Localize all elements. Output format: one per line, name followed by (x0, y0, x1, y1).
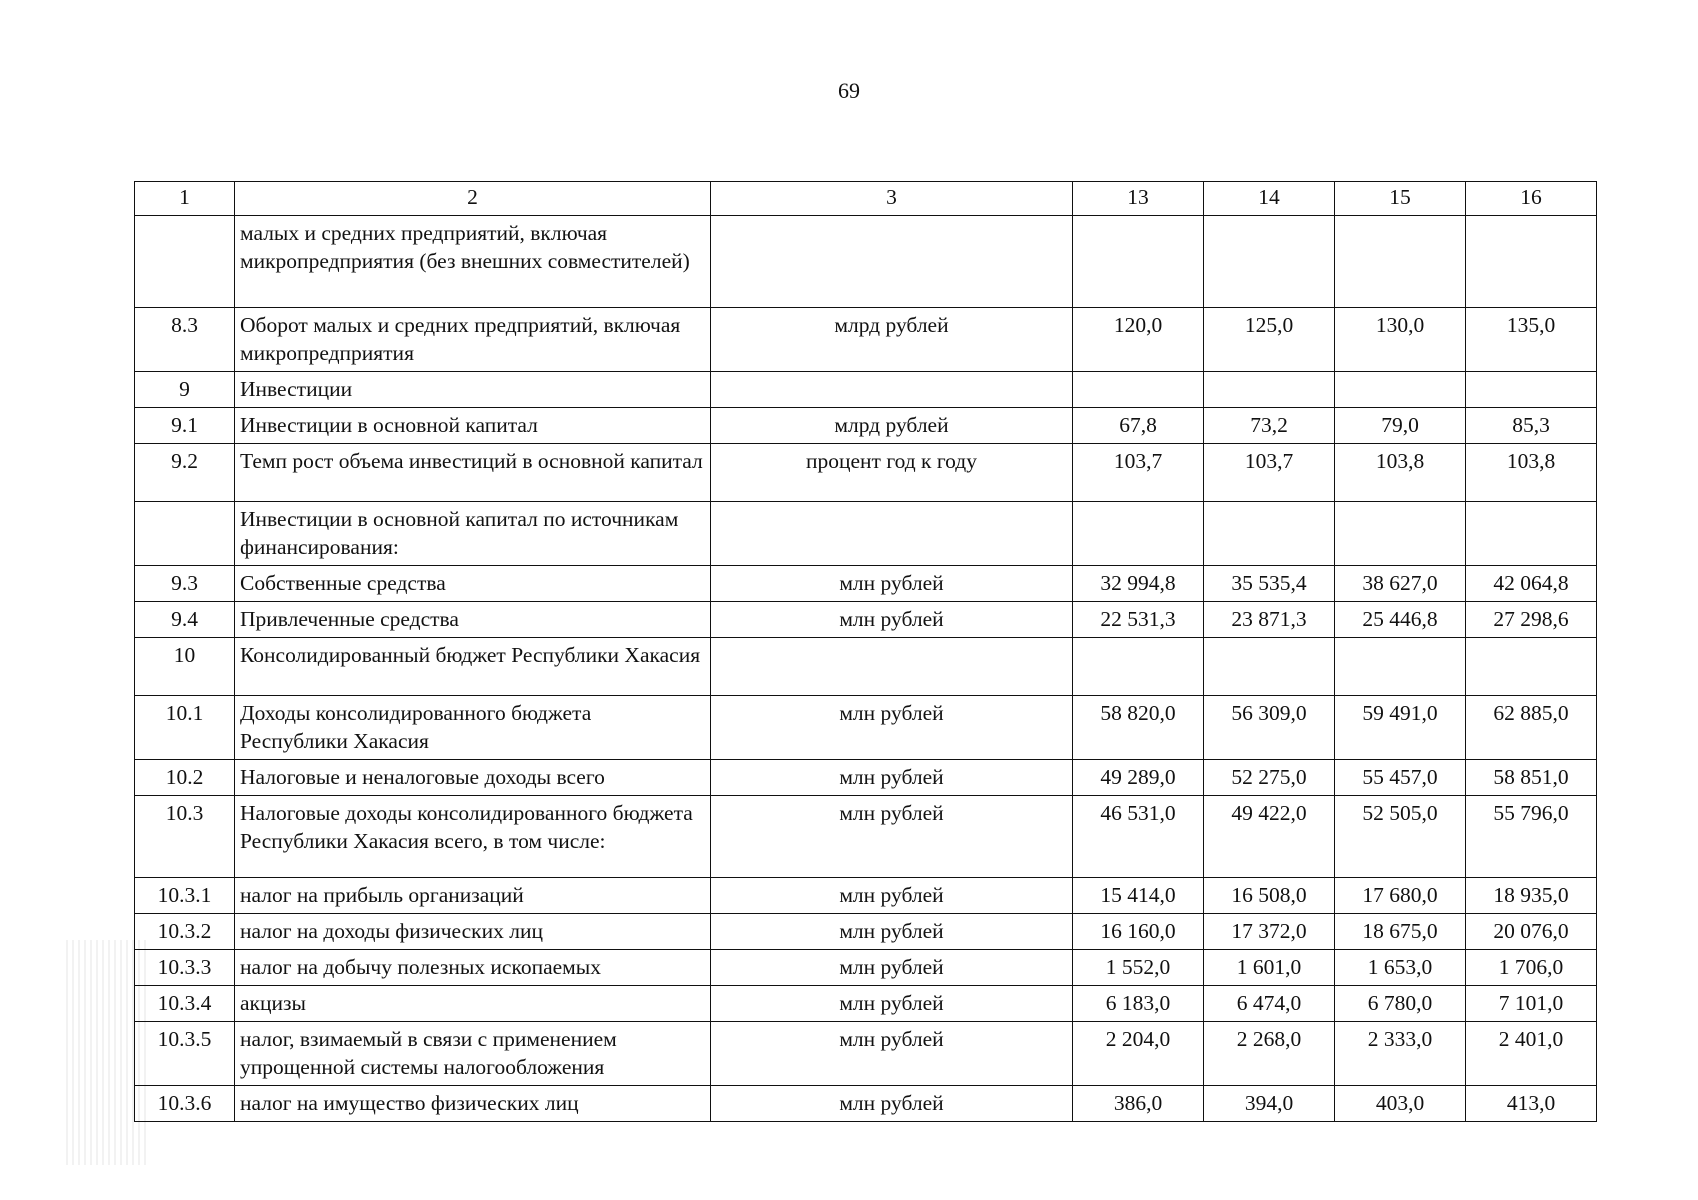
table-row (135, 986, 1597, 1022)
value-col-14: 17 372,0 (1204, 914, 1335, 950)
value-col-16: 413,0 (1466, 1086, 1597, 1122)
value-col-16: 135,0 (1466, 308, 1597, 372)
indicator-name: Налоговые и неналоговые доходы всего (235, 760, 711, 796)
table-row (135, 444, 1597, 502)
value-col-14: 16 508,0 (1204, 878, 1335, 914)
row-number: 9 (135, 372, 235, 408)
row-number (135, 216, 235, 308)
unit-of-measure (711, 372, 1073, 408)
table-row (135, 372, 1597, 408)
indicator-name: Привлеченные средства (235, 602, 711, 638)
table-row (135, 878, 1597, 914)
indicator-name: Оборот малых и средних предприятий, включая микропредприятия (235, 308, 711, 372)
value-col-15: 55 457,0 (1335, 760, 1466, 796)
value-col-14: 73,2 (1204, 408, 1335, 444)
value-col-14: 23 871,3 (1204, 602, 1335, 638)
value-col-16: 85,3 (1466, 408, 1597, 444)
unit-of-measure: млн рублей (711, 950, 1073, 986)
unit-of-measure (711, 638, 1073, 696)
value-col-15: 25 446,8 (1335, 602, 1466, 638)
value-col-14: 49 422,0 (1204, 796, 1335, 878)
value-col-13: 15 414,0 (1073, 878, 1204, 914)
indicator-name: Инвестиции в основной капитал по источникам финансирования: (235, 502, 711, 566)
unit-of-measure (711, 216, 1073, 308)
unit-of-measure: млн рублей (711, 566, 1073, 602)
row-number: 10.3.5 (135, 1022, 235, 1086)
table-row (135, 566, 1597, 602)
value-col-14: 394,0 (1204, 1086, 1335, 1122)
table-row (135, 308, 1597, 372)
column-header: 13 (1073, 182, 1204, 216)
value-col-13: 103,7 (1073, 444, 1204, 502)
column-header: 15 (1335, 182, 1466, 216)
row-number: 10.3.1 (135, 878, 235, 914)
unit-of-measure: млн рублей (711, 878, 1073, 914)
row-number: 10.3.4 (135, 986, 235, 1022)
value-col-16: 58 851,0 (1466, 760, 1597, 796)
row-number: 10.3.3 (135, 950, 235, 986)
value-col-14: 2 268,0 (1204, 1022, 1335, 1086)
value-col-13: 2 204,0 (1073, 1022, 1204, 1086)
value-col-16 (1466, 638, 1597, 696)
unit-of-measure: млрд рублей (711, 408, 1073, 444)
value-col-14: 35 535,4 (1204, 566, 1335, 602)
value-col-15: 52 505,0 (1335, 796, 1466, 878)
unit-of-measure (711, 502, 1073, 566)
value-col-15: 103,8 (1335, 444, 1466, 502)
value-col-13: 67,8 (1073, 408, 1204, 444)
column-header: 2 (235, 182, 711, 216)
table-header-row (135, 182, 1597, 216)
unit-of-measure: млн рублей (711, 796, 1073, 878)
unit-of-measure: млн рублей (711, 696, 1073, 760)
value-col-14 (1204, 372, 1335, 408)
table-row (135, 638, 1597, 696)
value-col-15: 17 680,0 (1335, 878, 1466, 914)
value-col-13: 46 531,0 (1073, 796, 1204, 878)
value-col-13: 120,0 (1073, 308, 1204, 372)
value-col-16: 103,8 (1466, 444, 1597, 502)
indicator-name: Собственные средства (235, 566, 711, 602)
unit-of-measure: млн рублей (711, 1022, 1073, 1086)
value-col-13 (1073, 502, 1204, 566)
value-col-13: 6 183,0 (1073, 986, 1204, 1022)
page-number: 69 (838, 78, 860, 103)
value-col-16: 1 706,0 (1466, 950, 1597, 986)
column-header: 14 (1204, 182, 1335, 216)
value-col-13: 49 289,0 (1073, 760, 1204, 796)
value-col-15: 2 333,0 (1335, 1022, 1466, 1086)
row-number: 9.2 (135, 444, 235, 502)
row-number: 10 (135, 638, 235, 696)
value-col-15: 79,0 (1335, 408, 1466, 444)
table-row (135, 1086, 1597, 1122)
indicator-name: налог на доходы физических лиц (235, 914, 711, 950)
indicator-name: малых и средних предприятий, включая микропредприятия (без внешних совместителей) (235, 216, 711, 308)
value-col-16 (1466, 372, 1597, 408)
row-number: 9.4 (135, 602, 235, 638)
value-col-16: 7 101,0 (1466, 986, 1597, 1022)
column-header: 1 (135, 182, 235, 216)
value-col-15 (1335, 216, 1466, 308)
value-col-15: 18 675,0 (1335, 914, 1466, 950)
value-col-15 (1335, 638, 1466, 696)
indicator-name: налог, взимаемый в связи с применением упрощенной системы налогообложения (235, 1022, 711, 1086)
value-col-16: 42 064,8 (1466, 566, 1597, 602)
row-number: 10.1 (135, 696, 235, 760)
column-header: 16 (1466, 182, 1597, 216)
unit-of-measure: млн рублей (711, 602, 1073, 638)
row-number: 10.3 (135, 796, 235, 878)
value-col-14: 56 309,0 (1204, 696, 1335, 760)
row-number (135, 502, 235, 566)
table-row (135, 602, 1597, 638)
value-col-16: 18 935,0 (1466, 878, 1597, 914)
indicator-name: налог на добычу полезных ископаемых (235, 950, 711, 986)
value-col-13 (1073, 216, 1204, 308)
value-col-13 (1073, 638, 1204, 696)
table-row (135, 1022, 1597, 1086)
value-col-16: 62 885,0 (1466, 696, 1597, 760)
table-row (135, 408, 1597, 444)
value-col-13: 16 160,0 (1073, 914, 1204, 950)
row-number: 9.3 (135, 566, 235, 602)
table-row (135, 914, 1597, 950)
unit-of-measure: млн рублей (711, 1086, 1073, 1122)
value-col-15 (1335, 502, 1466, 566)
value-col-16 (1466, 502, 1597, 566)
value-col-13: 22 531,3 (1073, 602, 1204, 638)
value-col-14: 6 474,0 (1204, 986, 1335, 1022)
value-col-13: 32 994,8 (1073, 566, 1204, 602)
table-row (135, 502, 1597, 566)
row-number: 10.2 (135, 760, 235, 796)
value-col-16: 2 401,0 (1466, 1022, 1597, 1086)
value-col-14 (1204, 638, 1335, 696)
unit-of-measure: млн рублей (711, 914, 1073, 950)
column-header: 3 (711, 182, 1073, 216)
indicator-name: Темп рост объема инвестиций в основной капитал (235, 444, 711, 502)
value-col-13: 58 820,0 (1073, 696, 1204, 760)
value-col-16 (1466, 216, 1597, 308)
value-col-15: 130,0 (1335, 308, 1466, 372)
unit-of-measure: млн рублей (711, 760, 1073, 796)
value-col-14 (1204, 216, 1335, 308)
indicator-name: Инвестиции (235, 372, 711, 408)
indicator-name: налог на прибыль организаций (235, 878, 711, 914)
value-col-13: 386,0 (1073, 1086, 1204, 1122)
value-col-14: 103,7 (1204, 444, 1335, 502)
value-col-15: 38 627,0 (1335, 566, 1466, 602)
indicator-name: Доходы консолидированного бюджета Республики Хакасия (235, 696, 711, 760)
row-number: 10.3.2 (135, 914, 235, 950)
value-col-15: 403,0 (1335, 1086, 1466, 1122)
row-number: 10.3.6 (135, 1086, 235, 1122)
table-row (135, 696, 1597, 760)
table-row (135, 950, 1597, 986)
table-row (135, 216, 1597, 308)
value-col-14: 52 275,0 (1204, 760, 1335, 796)
unit-of-measure: процент год к году (711, 444, 1073, 502)
indicators-table (134, 181, 1597, 1122)
value-col-14: 1 601,0 (1204, 950, 1335, 986)
value-col-15 (1335, 372, 1466, 408)
row-number: 8.3 (135, 308, 235, 372)
table-row (135, 760, 1597, 796)
value-col-16: 27 298,6 (1466, 602, 1597, 638)
row-number: 9.1 (135, 408, 235, 444)
value-col-15: 59 491,0 (1335, 696, 1466, 760)
unit-of-measure: млрд рублей (711, 308, 1073, 372)
indicator-name: налог на имущество физических лиц (235, 1086, 711, 1122)
table-row (135, 796, 1597, 878)
indicator-name: Налоговые доходы консолидированного бюджета Республики Хакасия всего, в том числе: (235, 796, 711, 878)
unit-of-measure: млн рублей (711, 986, 1073, 1022)
value-col-15: 1 653,0 (1335, 950, 1466, 986)
value-col-13 (1073, 372, 1204, 408)
value-col-14 (1204, 502, 1335, 566)
value-col-13: 1 552,0 (1073, 950, 1204, 986)
value-col-16: 55 796,0 (1466, 796, 1597, 878)
indicator-name: Инвестиции в основной капитал (235, 408, 711, 444)
indicator-name: акцизы (235, 986, 711, 1022)
value-col-14: 125,0 (1204, 308, 1335, 372)
value-col-15: 6 780,0 (1335, 986, 1466, 1022)
indicator-name: Консолидированный бюджет Республики Хакасия (235, 638, 711, 696)
value-col-16: 20 076,0 (1466, 914, 1597, 950)
